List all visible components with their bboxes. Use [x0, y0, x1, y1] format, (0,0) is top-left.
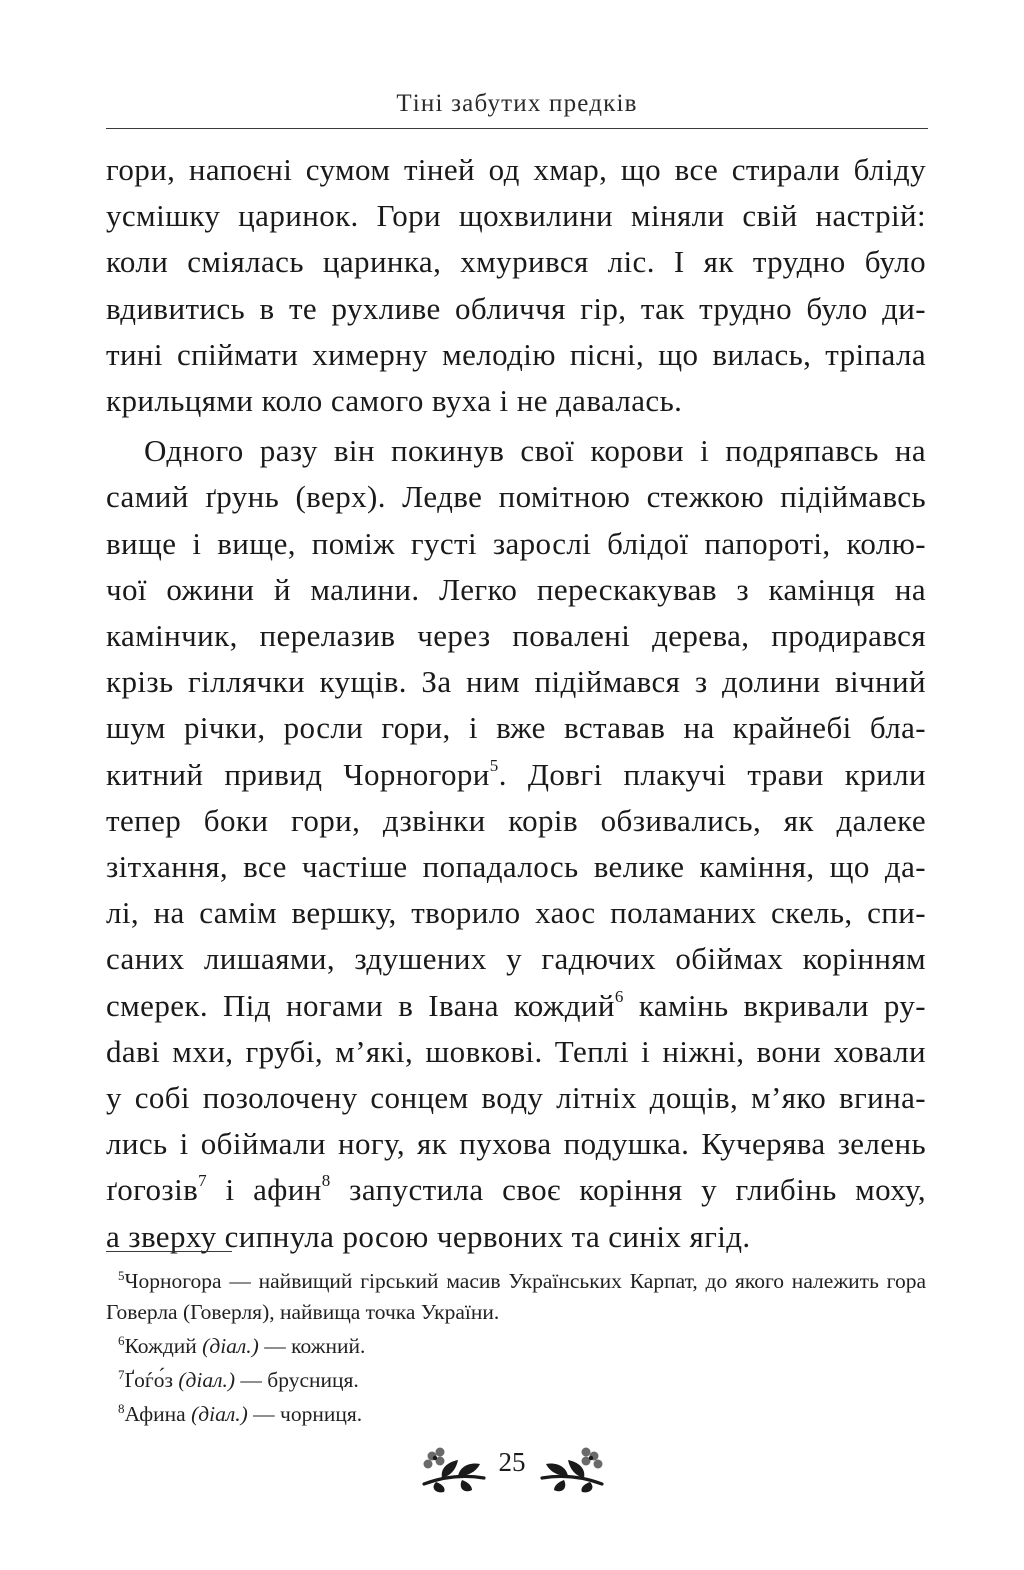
- text-segment: ґогозів: [106, 1172, 199, 1208]
- text-segment: смерек. Під ногами в Івана кождий: [106, 987, 615, 1023]
- text-line: коли сміялась царинка, хмурився ліс. І як трудно було: [106, 244, 926, 280]
- footnote-term: Ґоѓо́з: [124, 1368, 173, 1392]
- footnote-8: [106, 1399, 926, 1430]
- text-line: Одного разу він покинув свої корови і подряпавсь на: [144, 433, 926, 469]
- text-segment: камінь вкривали ру-: [623, 987, 926, 1023]
- footnote-number: 8: [118, 1401, 125, 1416]
- footnote-separator-rule: [106, 1251, 232, 1252]
- footnote-dialect-mark: (діал.): [202, 1334, 259, 1358]
- text-line: саних лишаями, здушених у гадючих обіймах корінням: [106, 941, 926, 977]
- footnote-ref-6[interactable]: 6: [614, 986, 624, 1006]
- footnote-text: Чорногора — найвищий гірський масив Українських Карпат, до якого належить гора Говерла (Говерля), найвища точка України.: [106, 1269, 926, 1324]
- footnote-definition: — брусниця.: [235, 1368, 359, 1392]
- footnote-ref-8[interactable]: 8: [321, 1171, 331, 1191]
- text-segment: китний привид Чорногори: [106, 756, 490, 792]
- footnotes-block: [106, 1266, 926, 1433]
- text-line: зітхання, все частіше попадалось велике каміння, що да-: [106, 849, 926, 885]
- text-line: лі, на самім вершку, творило хаос поламаних скель, спи-: [106, 895, 926, 931]
- text-line: тепер боки гори, дзвінки корів обзивались, як далеке: [106, 802, 926, 838]
- paragraph-1: [106, 147, 926, 424]
- text-line: вище і вище, поміж густі зарослі блідої папороті, колю-: [106, 525, 926, 561]
- footnote-ref-5[interactable]: 5: [489, 755, 499, 775]
- footnote-number: 5: [118, 1268, 125, 1283]
- footnote-dialect-mark: (діал.): [178, 1368, 236, 1392]
- footnote-term: Кождий: [124, 1334, 197, 1358]
- text-line: [106, 752, 926, 798]
- paragraph-2: [106, 428, 926, 1260]
- text-line: гори, напоєні сумом тіней од хмар, що все стирали бліду: [106, 152, 926, 187]
- text-line: daві мхи, грубі, м’які, шовкові. Теплі і ніжні, вони ховали: [106, 1033, 926, 1069]
- leaf-flower-ornament-icon: [536, 1438, 608, 1496]
- text-line: камінчик, перелазив через повалені дерева, продирався: [106, 618, 926, 654]
- footnote-term: Афина: [124, 1402, 186, 1426]
- text-line: шум річки, росли гори, і вже вставав на крайнебі бла-: [106, 710, 926, 746]
- footnote-6: [106, 1331, 926, 1362]
- page-number: 25: [498, 1447, 526, 1477]
- text-segment: . Довгі плакучі трави крили: [498, 756, 926, 792]
- text-line: а зверху сипнула росою червоних та синіх ягід.: [106, 1218, 751, 1254]
- text-line: чої ожини й малини. Легко перескакував з камінця на: [106, 571, 926, 607]
- text-line: тині спіймати химерну мелодію пісні, що вилась, тріпала: [106, 336, 926, 372]
- text-line: самий ґрунь (верх). Ледве помітною стежкою підіймавсь: [106, 479, 926, 515]
- text-line: лись і обіймали ногу, як пухова подушка. Кучерява зелень: [106, 1126, 926, 1162]
- text-segment: і афин: [207, 1172, 322, 1208]
- header-rule: [106, 128, 928, 129]
- running-header-title: Тіні забутих предків: [396, 90, 638, 117]
- text-line: крізь гіллячки кущів. За ним підіймався з долини вічний: [106, 664, 926, 700]
- page-footer: [0, 1438, 1024, 1498]
- text-segment: запустила своє коріння у глибінь моху,: [330, 1172, 926, 1208]
- footnote-number: 7: [118, 1367, 125, 1382]
- text-line: [106, 983, 926, 1029]
- footnote-number: 6: [118, 1333, 125, 1348]
- footnote-ref-7[interactable]: 7: [198, 1171, 208, 1191]
- footnote-7: [106, 1365, 926, 1396]
- text-line: [106, 1167, 926, 1213]
- footnote-definition: — кожний.: [258, 1334, 366, 1358]
- footnote-definition: — чорниця.: [247, 1402, 363, 1426]
- text-line: вдивитись в те рухливе обличчя гір, так трудно було ди-: [106, 290, 926, 326]
- text-line: усмішку царинок. Гори щохвилини міняли свій настрій:: [106, 198, 926, 234]
- text-line: у собі позолочену сонцем воду літніх дощів, м’яко вгина-: [106, 1080, 926, 1116]
- footnote-dialect-mark: (діал.): [191, 1402, 248, 1426]
- footnote-5: [106, 1266, 926, 1328]
- main-text: [106, 147, 926, 1260]
- text-line: крильцями коло самого вуха і не давалась.: [106, 383, 683, 419]
